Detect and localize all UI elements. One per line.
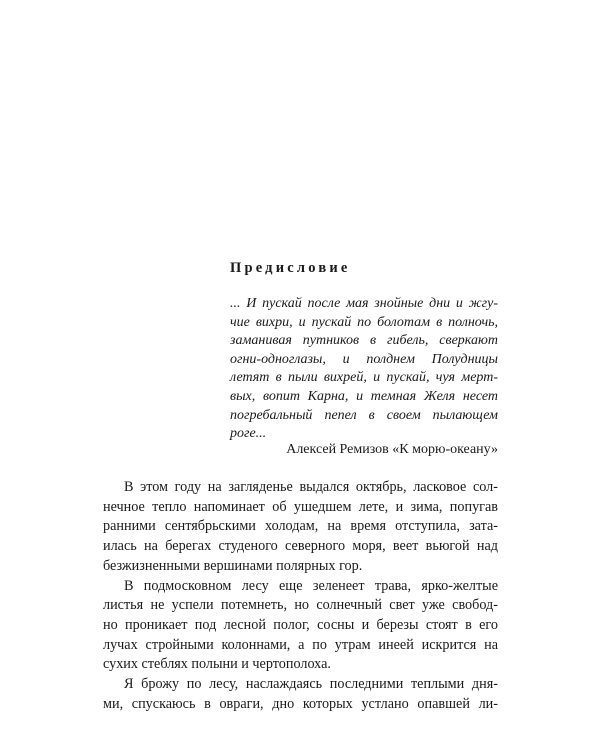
- body-line: В подмосковном лесу еще зеленеет трава, ярко-желтые: [124, 577, 498, 594]
- epigraph-line: ... И пускай после мая знойные дни и жгу-: [230, 296, 498, 311]
- epigraph-line: заманивая путников в гибель, сверкают: [230, 333, 498, 349]
- body-line: нечное тепло напоминает об ушедшем лете, и зима, попугав: [103, 498, 498, 515]
- body-line: лучах стройными колоннами, а по утрам инеей искрится на: [103, 636, 498, 653]
- epigraph-line: летят в пыли вихрей, и пускай, чуя мерт-: [230, 370, 498, 386]
- body-line: ми, спускаюсь в овраги, дно которых устлано опавшей ли-: [103, 695, 498, 712]
- section-heading: Предисловие: [230, 260, 351, 276]
- body-line: но проникает под лесной полог, сосны и березы стоят в его: [103, 616, 498, 633]
- body-text: [103, 478, 498, 714]
- epigraph-line: чие вихри, и пускай по болотам в полночь,: [230, 314, 498, 330]
- epigraph-line: вых, вопит Карна, и темная Желя несет: [230, 388, 498, 404]
- body-line: сухих стеблях полыни и чертополоха.: [103, 656, 331, 673]
- epigraph: [230, 295, 498, 444]
- body-line: Я брожу по лесу, наслаждаясь последними теплыми дня-: [124, 676, 498, 693]
- epigraph-attribution: Алексей Ремизов «К морю-океану»: [286, 442, 498, 457]
- epigraph-line: огни-одноглазы, и полднем Полудницы: [230, 351, 498, 367]
- body-line: листья не успели потемнеть, но солнечный свет уже свобод-: [103, 597, 498, 614]
- epigraph-line: погребальный пепел в своем пылающем: [230, 407, 498, 423]
- epigraph-line: роге...: [230, 426, 267, 442]
- body-line: ранними сентябрьскими холодам, на время отступила, зата-: [103, 518, 498, 535]
- body-line: илась на берегах студеного северного моря, веет вьюгой над: [103, 538, 498, 555]
- body-line: безжизненными вершинами полярных гор.: [103, 557, 363, 574]
- body-line: В этом году на загляденье выдался октябрь, ласковое сол-: [124, 479, 498, 495]
